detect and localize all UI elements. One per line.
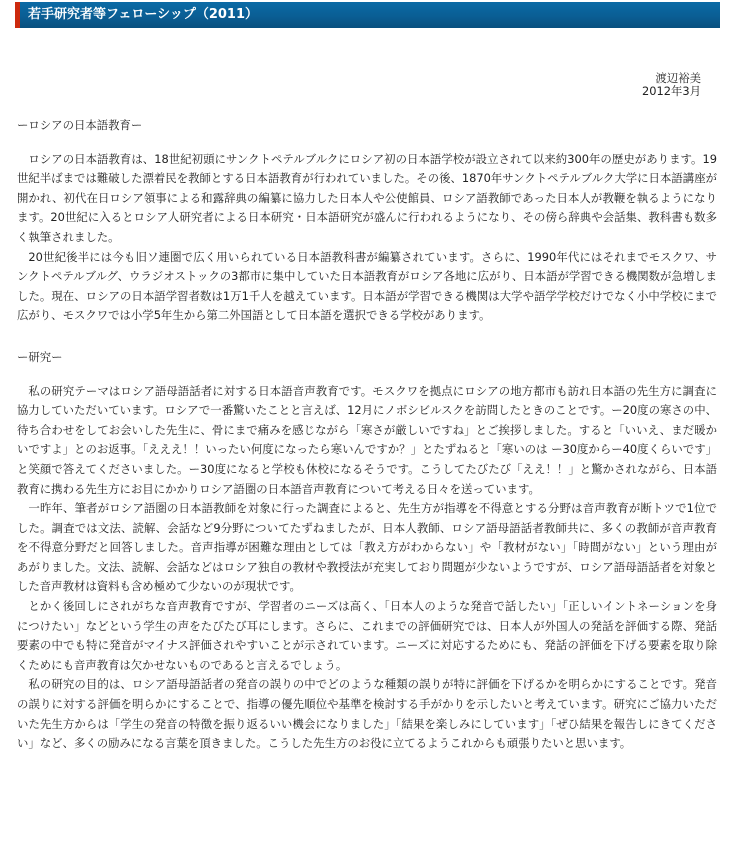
page-title: 若手研究者等フェローシップ（2011） — [28, 7, 259, 22]
section-heading-research: ー研究ー — [17, 349, 63, 364]
paragraph: 一昨年、筆者がロシア語圏の日本語教師を対象に行った調査によると、先生方が指導を不得意とする分野は音声教育が断トツで1位でした。調査では文法、読解、会話など9分野についてたずねましたが、日本人教師、ロシア語母語話者教師共に、多くの教師が音声教育を不得意分野だと回答しました。音声指導が困難な理由としては「教え方がわからない」や「教材がない」「時間がない」という理由があがりました。文法、読解、会話などはロシア独自の教材や教授法が充実しており問題が少ないようですが、ロシア語母語話者を対象とした音声教材は資料も含め極めて少ないのが現状です。 — [17, 501, 717, 594]
paragraph: とかく後回しにされがちな音声教育ですが、学習者のニーズは高く、「日本人のような発音で話したい」「正しいイントネーションを身につけたい」などという学生の声をたびたび耳にします。さらに、これまでの評価研究では、日本人が外国人の発話を評価する際、発話要素の中でも特に発音がマイナス評価されやすいことが示されています。ニーズに対応するためにも、発話の評価を下げる要素を取り除くためにも音声教育は欠かせないものであると言えるでしょう。 — [17, 599, 717, 672]
publish-date: 2012年3月 — [641, 84, 701, 98]
section-heading-russia-education: ーロシアの日本語教育ー — [17, 118, 143, 132]
article-meta — [17, 72, 717, 98]
paragraph: ロシアの日本語教育は、18世紀初頭にサンクトペテルブルクにロシア初の日本語学校が設立されて以来約300年の歴史があります。19世紀半ばまでは難破した漂着民を教師とする日本語教育が行われていました。その後、1870年サンクトペテルブルク大学に日本語講座が開かれ、初代在日ロシア領事による和露辞典の編纂に協力した日本人や公使館員、ロシア語教師であった日本人が教鞭を執るようになります。20世紀に入るとロシア人研究者による日本研究・日本語研究が盛んに行われるようになり、その傍ら辞典や会話集、教科書も数多く執筆されました。 — [17, 151, 717, 244]
paragraph: 私の研究の目的は、ロシア語母語話者の発音の誤りの中でどのような種類の誤りが特に評価を下げるかを明らかにすることです。発音の誤りに対する評価を明らかにすることで、指導の優先順位や基準を検討する手がかりを示したいと考えています。研究にご協力いただいた先生方からは「学生の発音の特徴を振り返るいい機会になりました」「結果を楽しみにしています」「ぜひ結果を報告しにきてください」など、多くの励みになる言葉を頂きました。こうした先生方のお役に立てるようこれからも頑張りたいと思います。 — [17, 677, 717, 751]
paragraph: 20世紀後半には今も旧ソ連圏で広く用いられている日本語教科書が編纂されています。さらに、1990年代にはそれまでモスクワ、サンクトペテルブルグ、ウラジオストックの3都市に集中していた日本語教育がロシア各地に広がり、日本語が学習できる機関数が急増しました。現在、ロシアの日本語学習者数は1万1千人を越えています。日本語が学習できる機関は大学や語学学校だけでなく小中学校にまで広がり、モスクワでは小学5年生から第二外国語として日本語を選択できる学校があります。 — [17, 249, 717, 323]
article-body — [17, 72, 717, 754]
paragraph: 私の研究テーマはロシア語母語話者に対する日本語音声教育です。モスクワを拠点にロシアの地方都市も訪れ日本語の先生方に調査に協力していただいています。ロシアで一番驚いたことと言えば、12月にノボシビルスクを訪問したときのことです。ー20度の寒さの中、待ち合わせをしてお会いした先生に、骨にまで痛みを感じながら「寒さが厳しいですね」とご挨拶しました。すると「いいえ、まだ暖かいですよ」とのお返事。「えええ！！いったい何度になったら寒いんですか？」とたずねると「寒いのは ー30度からー40度くらいです」と笑顔で答えてくださいました。ー30度になると学校も休校になるそうです。こうしてたびたび「ええ！！」と驚かされながら、日本語教育に携わる先生方にお目にかかりロシア語圏の日本語音声教育について考える日々を送っています。 — [17, 383, 717, 496]
page-header-bar — [15, 2, 720, 28]
author-name: 渡辺裕美 — [655, 71, 701, 85]
